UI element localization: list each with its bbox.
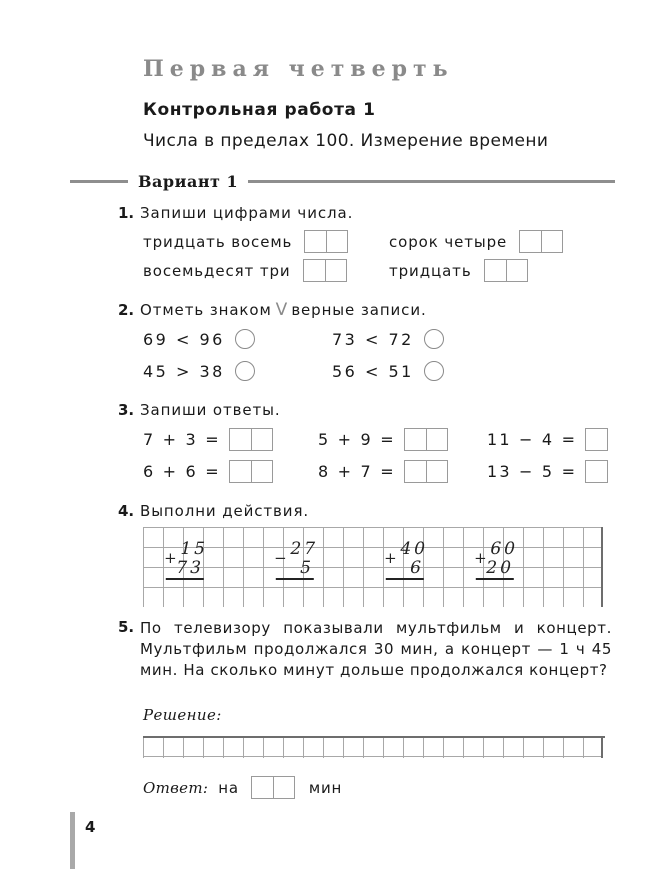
task-4-column-4-operator: +	[474, 549, 487, 567]
task-1-item-2-answer-box[interactable]	[519, 230, 563, 253]
task-3-item-6	[487, 460, 608, 483]
task-3-item-5	[318, 460, 448, 483]
variant-label: Вариант 1	[138, 171, 239, 191]
task-3-item-6-answer-box[interactable]	[585, 460, 608, 483]
task-3-item-3-answer-box[interactable]	[585, 428, 608, 451]
task-1-item-3-label: восемьдесят три	[143, 261, 291, 280]
task-5-solution-grid-right-edge	[601, 736, 603, 758]
task-2-item-3	[143, 361, 255, 381]
task-4-column-4-bottom: 20	[483, 558, 516, 578]
task-2-prompt-before: Отметь знаком	[140, 301, 272, 319]
task-1-item-3-answer-box[interactable]	[303, 259, 347, 282]
task-1-item-2-label: сорок четыре	[389, 232, 508, 251]
task-3-item-4-answer-box[interactable]	[229, 460, 273, 483]
task-4-column-2-operator: −	[274, 549, 287, 567]
task-2-item-2-circle[interactable]	[424, 329, 444, 349]
task-1-item-2	[389, 230, 563, 253]
task-4-column-1-operator: +	[164, 549, 177, 567]
task-1-item-4-answer-box[interactable]	[484, 259, 528, 282]
task-2-prompt-after: верные записи.	[291, 301, 427, 319]
task-3-prompt: Запиши ответы.	[140, 401, 281, 419]
task-2-item-3-expression: 45 > 38	[143, 361, 225, 381]
quarter-title: Первая четверть	[143, 56, 454, 82]
task-1-item-4-label: тридцать	[389, 261, 472, 280]
task-2-item-4	[332, 361, 444, 381]
task-4-column-3-operator: +	[384, 549, 397, 567]
variant-rule-left	[70, 180, 128, 183]
task-3-item-5-answer-box[interactable]	[404, 460, 448, 483]
task-3-item-4-expression: 6 + 6 =	[143, 462, 221, 481]
task-4-column-3-top: 40	[398, 539, 430, 559]
task-5-answer-unit: мин	[308, 778, 343, 797]
task-5-text: По телевизору показывали мультфильм и концерт. Мультфильм продолжался 30 мин, а концерт — 1 ч 45 мин. На сколько минут дольше продолжался концерт?	[140, 619, 612, 679]
task-4-heading	[118, 502, 618, 520]
task-1-item-3	[143, 259, 347, 282]
task-5-answer-box[interactable]	[251, 776, 295, 799]
task-5-answer-label: Ответ:	[143, 778, 209, 797]
task-5-solution-grid-top-edge	[143, 736, 605, 738]
task-4-column-4-top: 60	[488, 539, 520, 559]
task-4-column-2-bottom: 5	[297, 558, 316, 578]
task-2	[118, 300, 618, 320]
task-3-number: 3.	[118, 401, 135, 419]
task-3-heading	[118, 401, 618, 419]
task-3-item-1-answer-box[interactable]	[229, 428, 273, 451]
task-3-item-4	[143, 460, 273, 483]
task-1-prompt: Запиши цифрами числа.	[140, 204, 354, 222]
task-2-item-4-circle[interactable]	[424, 361, 444, 381]
task-3-item-3-expression: 11 − 4 =	[487, 430, 578, 449]
work-title: Контрольная работа 1	[143, 100, 376, 120]
task-2-item-1-circle[interactable]	[235, 329, 255, 349]
task-2-item-4-expression: 56 < 51	[332, 361, 414, 381]
task-3-item-2-answer-box[interactable]	[404, 428, 448, 451]
task-4-column-1-top: 15	[178, 539, 210, 559]
page-marker-bar	[70, 812, 75, 869]
task-4-column-1-bottom: 73	[173, 558, 206, 578]
task-5-solution-grid[interactable]	[143, 736, 603, 758]
task-1-item-1-label: тридцать восемь	[143, 232, 293, 251]
checkmark-icon: V	[275, 300, 288, 320]
task-2-heading	[118, 300, 618, 320]
task-2-item-1-expression: 69 < 96	[143, 329, 225, 349]
task-5-answer-prefix: на	[218, 778, 239, 797]
task-5-answer-row	[143, 776, 342, 799]
task-4-prompt: Выполни действия.	[140, 502, 310, 520]
task-1-item-1-answer-box[interactable]	[304, 230, 348, 253]
task-5-solution-label: Решение:	[143, 706, 222, 724]
task-4-grid-paper[interactable]	[143, 527, 603, 607]
task-4-column-3-bottom: 6	[407, 558, 426, 578]
task-3-item-1-expression: 7 + 3 =	[143, 430, 221, 449]
task-4-column-2-top: 27	[288, 539, 320, 559]
task-3-item-2-expression: 5 + 9 =	[318, 430, 396, 449]
variant-banner	[70, 170, 615, 192]
task-3-item-6-expression: 13 − 5 =	[487, 462, 578, 481]
task-2-item-1	[143, 329, 255, 349]
work-subtitle: Числа в пределах 100. Измерение времени	[143, 131, 549, 151]
task-3-item-5-expression: 8 + 7 =	[318, 462, 396, 481]
task-4-grid-right-edge	[601, 527, 603, 607]
task-3-item-2	[318, 428, 448, 451]
task-3	[118, 401, 618, 419]
task-2-item-2	[332, 329, 444, 349]
task-4	[118, 502, 618, 520]
task-1-heading	[118, 204, 618, 222]
task-1-item-1	[143, 230, 348, 253]
task-3-item-1	[143, 428, 273, 451]
page-number: 4	[85, 818, 96, 836]
variant-rule-right	[248, 180, 615, 183]
task-1-item-4	[389, 259, 528, 282]
task-3-item-3	[487, 428, 608, 451]
task-2-item-2-expression: 73 < 72	[332, 329, 414, 349]
task-2-item-3-circle[interactable]	[235, 361, 255, 381]
task-1	[118, 204, 618, 222]
task-5-number: 5.	[118, 618, 135, 636]
task-2-number: 2.	[118, 301, 135, 319]
task-4-number: 4.	[118, 502, 135, 520]
task-1-number: 1.	[118, 204, 135, 222]
